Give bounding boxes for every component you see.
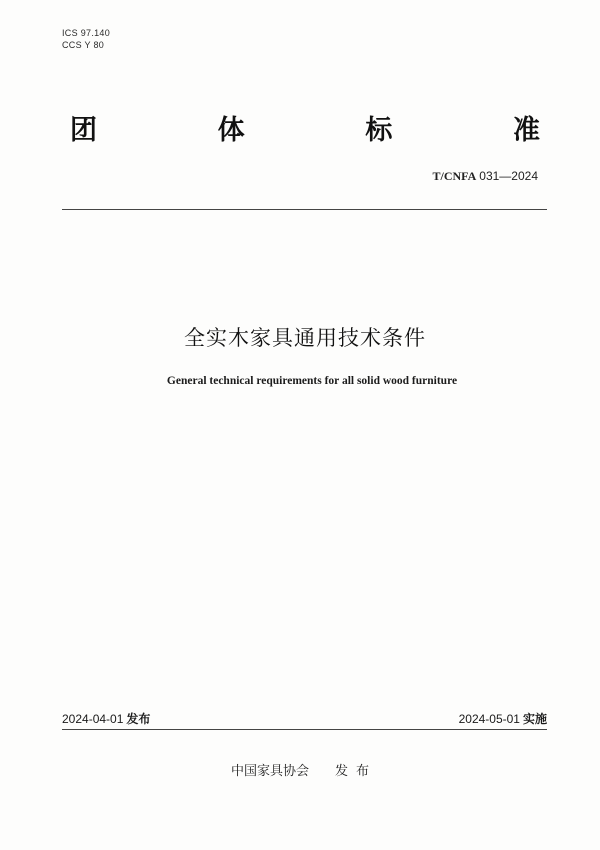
standard-number xyxy=(433,169,539,184)
classification-codes xyxy=(62,27,110,51)
issue-date-block xyxy=(62,710,150,727)
issue-date: 2024-04-01 xyxy=(62,712,124,726)
standard-type-char: 准 xyxy=(512,115,540,146)
date-row xyxy=(62,710,547,727)
standard-number-prefix: T/CNFA xyxy=(432,169,477,183)
publisher-action: 发布 xyxy=(335,764,378,779)
implement-label: 实施 xyxy=(522,712,547,726)
ics-code: ICS 97.140 xyxy=(62,28,111,38)
title-chinese: 全实木家具通用技术条件 xyxy=(184,326,426,350)
publisher-name: 中国家具协会 xyxy=(230,764,309,779)
standard-type-char: 团 xyxy=(70,115,97,146)
standard-type-char: 体 xyxy=(217,115,245,146)
standard-type-char: 标 xyxy=(365,115,393,146)
title-english: General technical requirements for all solid wood furniture xyxy=(166,375,458,387)
top-divider xyxy=(62,209,547,210)
issue-label: 发布 xyxy=(126,712,151,726)
bottom-divider xyxy=(62,729,547,730)
standard-number-value: 031—2024 xyxy=(479,169,538,183)
standard-type-heading xyxy=(70,108,540,147)
implement-date-block xyxy=(459,710,547,727)
implement-date: 2024-05-01 xyxy=(458,712,520,726)
ccs-code: CCS Y 80 xyxy=(62,40,105,50)
publisher-line xyxy=(0,760,600,779)
